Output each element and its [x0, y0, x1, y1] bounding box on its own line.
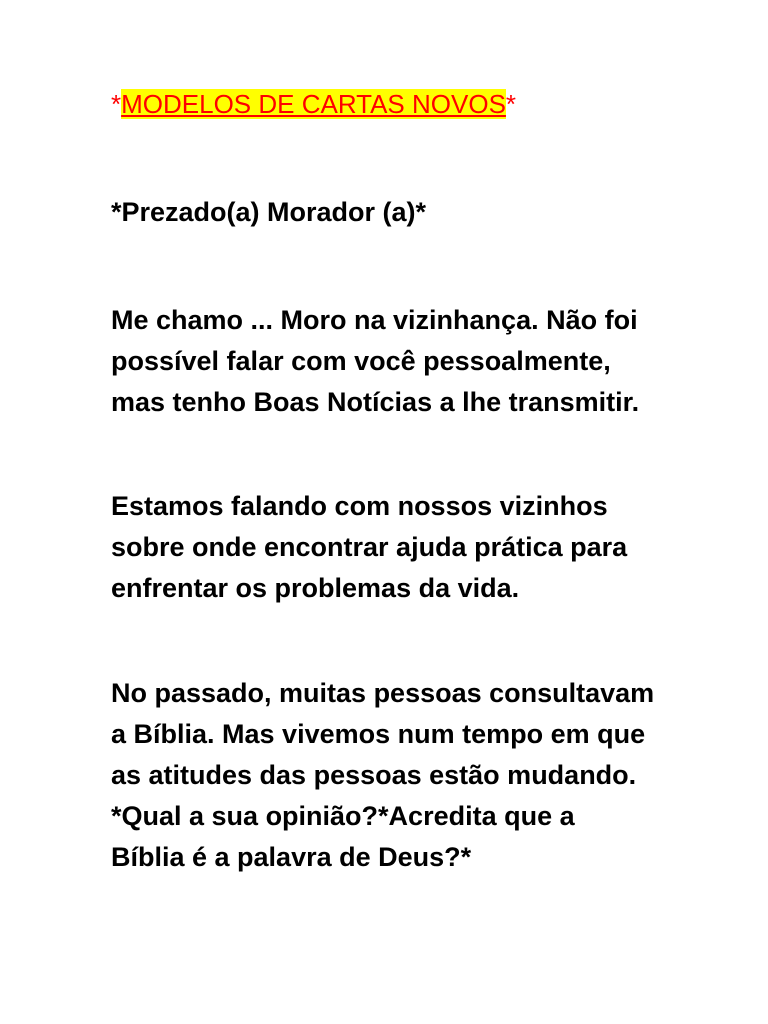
paragraph-line: sobre onde encontrar ajuda prática para — [111, 532, 628, 562]
paragraph-1 — [111, 300, 639, 423]
paragraph-line: as atitudes das pessoas estão mudando. — [111, 760, 637, 790]
salutation: *Prezado(a) Morador (a)* — [111, 197, 427, 227]
paragraph-line: Bíblia é a palavra de Deus?* — [111, 842, 472, 872]
document-title — [111, 84, 516, 125]
paragraph-line: Me chamo ... Moro na vizinhança. Não foi — [111, 305, 638, 335]
paragraph-line: possível falar com você pessoalmente, — [111, 346, 611, 376]
title-suffix-asterisk: * — [505, 89, 517, 119]
title-prefix-asterisk: * — [111, 89, 122, 119]
paragraph-line: enfrentar os problemas da vida. — [111, 573, 520, 603]
paragraph-line: *Qual a sua opinião?*Acredita que a — [111, 801, 575, 831]
paragraph-line: a Bíblia. Mas vivemos num tempo em que — [111, 719, 646, 749]
paragraph-3 — [111, 673, 654, 878]
title-highlighted-text: MODELOS DE CARTAS NOVOS — [121, 89, 506, 119]
paragraph-2 — [111, 486, 627, 609]
paragraph-line: No passado, muitas pessoas consultavam — [111, 678, 655, 708]
paragraph-line: mas tenho Boas Notícias a lhe transmitir. — [111, 387, 640, 417]
paragraph-line: Estamos falando com nossos vizinhos — [111, 491, 608, 521]
